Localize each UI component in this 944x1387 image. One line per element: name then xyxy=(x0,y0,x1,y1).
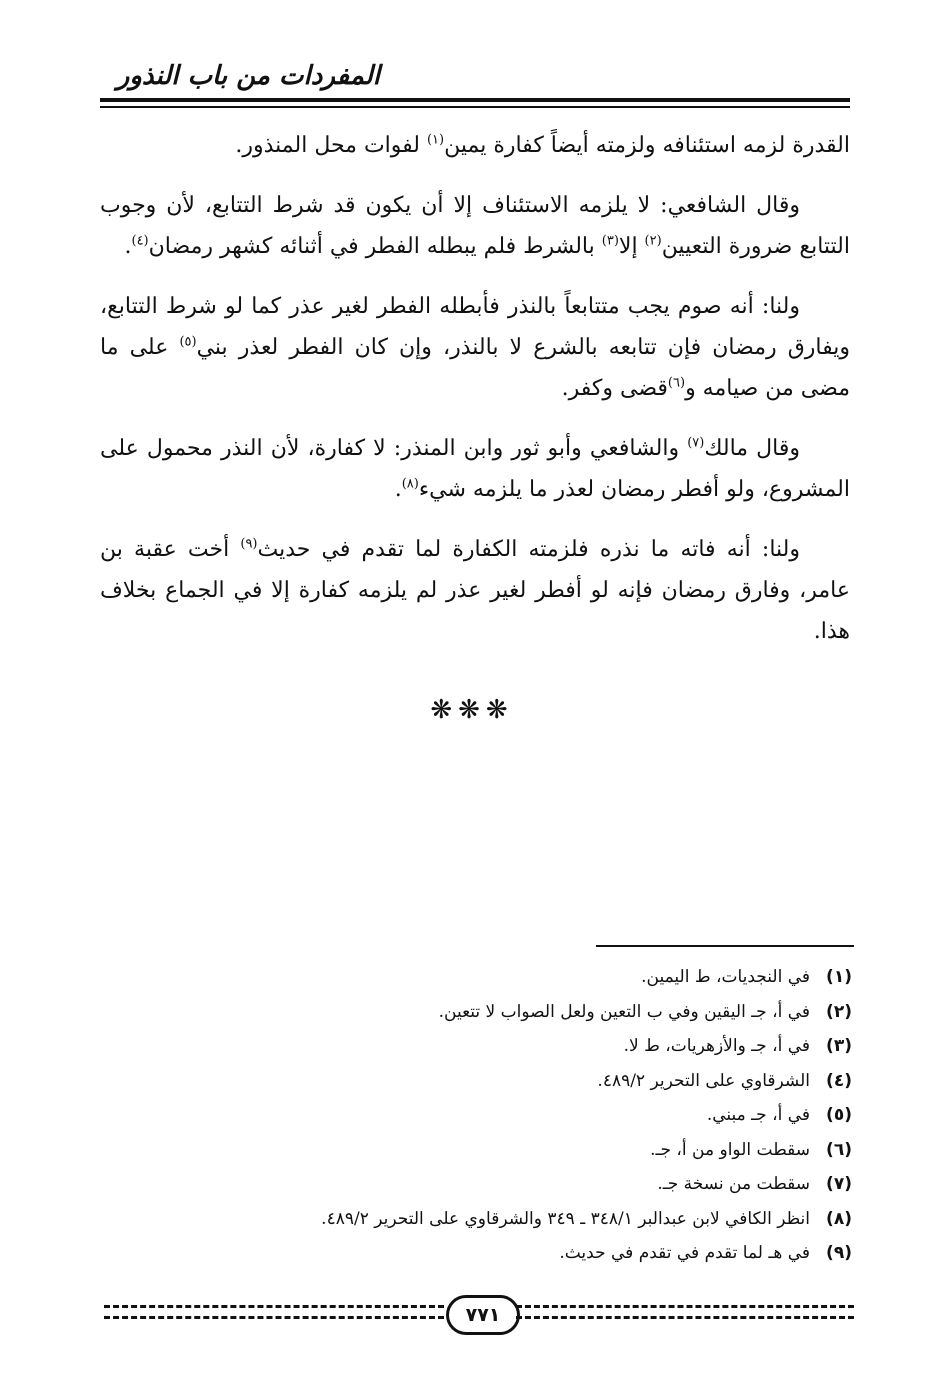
text-run: قضى وكفر. xyxy=(561,376,668,401)
footnote-ref: (٩) xyxy=(240,536,258,552)
footnote-number: (٩) xyxy=(826,1243,852,1263)
page-number: ٧٧١ xyxy=(446,1295,520,1335)
footnote-item xyxy=(100,995,852,1030)
footnote-number: (٨) xyxy=(826,1208,852,1229)
footnote-item xyxy=(100,1064,852,1099)
footnote-text: في أ، جـ والأزهريات، ط لا. xyxy=(623,1036,810,1056)
footnote-ref: (١) xyxy=(426,132,445,148)
footnote-ref: (٣) xyxy=(601,233,619,249)
footnote-ref: (٥) xyxy=(179,334,197,350)
text-run: إلا xyxy=(618,234,645,259)
footnote-text: في أ، جـ مبني. xyxy=(706,1105,810,1125)
header-rule-thin xyxy=(100,106,850,108)
text-run: . xyxy=(124,234,132,259)
footnote-text: سقطت من نسخة جـ. xyxy=(657,1174,810,1194)
footnote-ref: (٧) xyxy=(687,435,705,451)
footnote-ref: (٢) xyxy=(644,233,662,249)
text-run: أخت عقبة بن عامر، وفارق رمضان فإنه لو أفطر لغير عذر لم يلزمه كفارة إلا في الجماع بخلاف هذا. xyxy=(100,537,850,644)
footnote-ref: (٤) xyxy=(131,233,149,249)
text-run: بالشرط فلم يبطله الفطر في أثنائه كشهر رمضان xyxy=(148,234,602,259)
text-run: على ما مضى من صيامه و xyxy=(100,335,850,401)
body-paragraph xyxy=(100,185,850,267)
footnote-number: (٥) xyxy=(826,1105,852,1125)
footer-dash-left xyxy=(104,1305,444,1319)
text-run: والشافعي وأبو ثور وابن المنذر: لا كفارة، لأن النذر محمول على المشروع، ولو أفطر رمضان لعذر ما يلزمه شيء xyxy=(100,436,850,502)
footnote-item xyxy=(100,1133,852,1168)
footer-dash-right xyxy=(516,1305,854,1319)
main-text xyxy=(100,125,850,671)
footnote-text: انظر الكافي لابن عبدالبر ٣٤٨/١ ـ ٣٤٩ والشرقاوي على التحرير ٤٨٩/٢. xyxy=(321,1208,810,1229)
footnote-text: في أ، جـ اليقين وفي ب التعين ولعل الصواب لا تتعين. xyxy=(438,1001,810,1022)
footnote-item xyxy=(100,1167,852,1202)
footnote-ref: (٨) xyxy=(401,476,419,492)
page-footer xyxy=(104,1295,856,1339)
footnote-ref: (٦) xyxy=(667,375,686,391)
header-rule-thick xyxy=(100,98,850,102)
footnote-separator xyxy=(596,945,854,947)
body-paragraph xyxy=(100,125,850,166)
footnote-number: (٣) xyxy=(826,1036,852,1056)
footnote-item xyxy=(100,960,852,995)
footnote-list xyxy=(100,960,852,1271)
body-paragraph xyxy=(100,428,850,510)
footnote-number: (٧) xyxy=(826,1174,852,1194)
footnote-text: في هـ لما تقدم في تقدم في حديث. xyxy=(559,1243,810,1263)
text-run: وقال مالك xyxy=(704,436,800,461)
footnote-text: في النجديات، ط اليمين. xyxy=(641,967,810,987)
footnote-item xyxy=(100,1202,852,1237)
footnote-text: الشرقاوي على التحرير ٤٨٩/٢. xyxy=(597,1070,810,1091)
text-run: وقال الشافعي: لا يلزمه الاستئناف إلا أن يكون قد شرط التتابع، لأن وجوب التتابع ضرورة التعيين xyxy=(100,193,850,259)
text-run: لفوات محل المنذور. xyxy=(235,133,427,158)
body-paragraph xyxy=(100,286,850,409)
text-run: ولنا: أنه فاته ما نذره فلزمته الكفارة لما تقدم في حديث xyxy=(257,537,800,562)
running-header-title: المفردات من باب النذور xyxy=(116,61,380,91)
footnote-number: (٢) xyxy=(826,1001,852,1022)
footnote-text: سقطت الواو من أ، جـ. xyxy=(650,1139,810,1160)
footnote-item xyxy=(100,1098,852,1133)
section-ornament: ❋❋❋ xyxy=(430,695,514,725)
text-run: القدرة لزمه استئنافه ولزمته أيضاً كفارة يمين xyxy=(444,133,850,158)
footnote-number: (٤) xyxy=(826,1070,852,1091)
text-run: . xyxy=(394,477,402,502)
footnote-number: (٦) xyxy=(826,1139,852,1160)
body-paragraph xyxy=(100,529,850,652)
footnote-item xyxy=(100,1236,852,1271)
footnote-item xyxy=(100,1029,852,1064)
text-run: ولنا: أنه صوم يجب متتابعاً بالنذر فأبطله الفطر لغير عذر كما لو شرط التتابع، ويفارق رمضان فإن تتابعه بالشرع لا بالنذر، وإن كان الفطر لعذر بني xyxy=(100,294,850,360)
footnote-number: (١) xyxy=(826,967,852,987)
